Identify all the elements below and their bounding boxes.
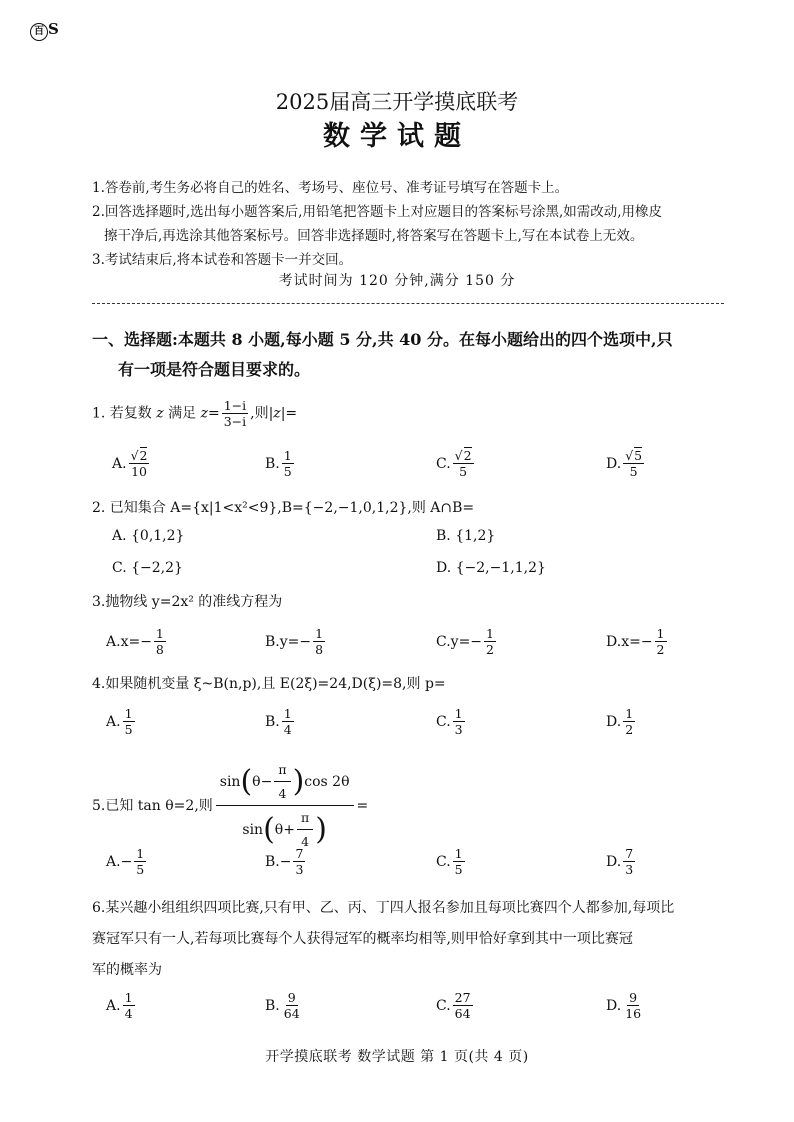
option-label: B. — [265, 633, 280, 650]
q6-option-c — [436, 990, 475, 1021]
option-label: A. — [106, 853, 121, 870]
option-label: D. — [606, 633, 622, 650]
option-label: B. — [265, 997, 280, 1014]
option-num: 1 — [315, 626, 324, 641]
q6-line-1: 6.某兴趣小组组织四项比赛,只有甲、乙、丙、丁四人报名参加且每项比赛四个人都参加,每项比 — [92, 900, 675, 916]
option-radicand: 2 — [463, 448, 472, 463]
option-prefix: x=− — [621, 633, 653, 650]
option-label: C. — [436, 455, 451, 472]
option-label: A. — [106, 997, 121, 1014]
option-fraction — [623, 846, 635, 877]
option-num: 9 — [629, 990, 638, 1005]
option-fraction — [282, 448, 294, 479]
q5-cos: cos 2θ — [304, 773, 350, 790]
option-prefix: y=− — [450, 633, 483, 650]
exam-time: 考试时间为 120 分钟,满分 150 分 — [278, 273, 516, 289]
option-label: C. — [436, 853, 451, 870]
q3-option-a — [106, 626, 168, 657]
q1-option-a — [112, 448, 151, 479]
option-fraction — [123, 990, 135, 1021]
option-num: 1 — [454, 706, 463, 721]
option-label: B. — [265, 455, 280, 472]
option-den: 64 — [454, 1006, 471, 1021]
option-prefix: y=− — [279, 633, 312, 650]
option-label: A. — [106, 633, 121, 650]
option-den: 4 — [283, 722, 292, 737]
option-fraction: $\frac{√2}{10}$ — [130, 448, 148, 479]
q6-line-3: 军的概率为 — [92, 962, 162, 978]
q5-denominator: sin ( θ+ $\frac{\pi}{4}$ ) — [242, 810, 327, 849]
option-fraction — [282, 706, 294, 737]
option-den: 5 — [459, 464, 468, 479]
option-prefix: − — [279, 853, 292, 870]
option-prefix: x=− — [120, 633, 152, 650]
option-den: 5 — [283, 464, 292, 479]
option-fraction — [623, 706, 635, 737]
q1-option-c — [436, 448, 476, 479]
option-label: C. — [436, 713, 451, 730]
option-fraction: $\frac{√2}{5}$ — [454, 448, 472, 479]
question-4: 4.如果随机变量 ξ~B(n,p),且 E(2ξ)=24,D(ξ)=8,则 p= — [92, 676, 446, 692]
q2-option-c: C. {−2,2} — [112, 560, 183, 576]
q5-big-fraction — [216, 762, 354, 849]
option-den: 64 — [283, 1006, 300, 1021]
instruction-1: 1.答卷前,考生务必将自己的姓名、考场号、座位号、准考证号填写在答题卡上。 — [92, 180, 569, 196]
option-label: B. — [265, 853, 280, 870]
q4-option-a — [106, 706, 137, 737]
q6-option-b — [265, 990, 304, 1021]
q1-fraction — [222, 398, 248, 429]
option-fraction — [655, 626, 667, 657]
q1-option-d — [606, 448, 646, 479]
option-den: 5 — [629, 464, 638, 479]
option-num: 1 — [454, 846, 463, 861]
option-label: A. — [106, 713, 121, 730]
q1-var: z — [156, 405, 164, 422]
option-num: 1 — [124, 706, 133, 721]
instruction-2: 2.回答选择题时,选出每小题答案后,用铅笔把答题卡上对应题目的答案标号涂黑,如需改动,用橡皮 — [92, 204, 663, 220]
option-den: 10 — [131, 464, 147, 479]
q2-option-b: B. {1,2} — [436, 528, 496, 544]
option-radicand: 2 — [139, 448, 148, 463]
option-fraction — [293, 846, 305, 877]
option-label: B. — [265, 713, 280, 730]
q1-num: 1−i — [223, 398, 247, 413]
q1-stem-d: |= — [280, 405, 298, 422]
q1-stem-b: 满足 — [163, 405, 201, 422]
q5-pi-over-4 — [274, 762, 290, 801]
q5-pi-over-4-2 — [297, 810, 313, 849]
logo — [30, 20, 59, 41]
question-2: 2. 已知集合 A={x|1<x²<9},B={−2,−1,0,1,2},则 A∩B= — [92, 500, 475, 516]
q3-option-d — [606, 626, 669, 657]
q5-four-2: 4 — [301, 834, 310, 849]
option-den: 5 — [454, 862, 463, 877]
q6-line-2: 赛冠军只有一人,若每项比赛每个人获得冠军的概率均相等,则甲恰好拿到其中一项比赛冠 — [92, 931, 633, 947]
option-fraction — [453, 846, 465, 877]
option-label: C. — [436, 633, 451, 650]
question-5 — [92, 762, 732, 849]
logo-letter: S — [48, 20, 59, 38]
q1-option-b — [265, 448, 296, 479]
option-fraction — [623, 990, 643, 1021]
q1-var-2: z — [200, 405, 208, 422]
option-den: 2 — [486, 642, 494, 657]
option-den: 8 — [315, 642, 324, 657]
option-fraction: $\frac{√5}{5}$ — [625, 448, 643, 479]
option-den: 4 — [124, 1006, 133, 1021]
section-heading-line2: 有一项是符合题目要求的。 — [118, 360, 311, 379]
section-heading-line1: 一、选择题:本题共 8 小题,每小题 5 分,共 40 分。在每小题给出的四个选项中,只 — [92, 330, 673, 349]
option-den: 3 — [454, 722, 463, 737]
option-num: 1 — [625, 706, 634, 721]
q5-stem: 5.已知 tan θ=2,则 — [92, 797, 213, 814]
option-label: A. — [112, 455, 127, 472]
q3-option-c — [436, 626, 498, 657]
q5-pi: π — [274, 762, 290, 782]
question-6 — [92, 893, 732, 986]
q5-sin: sin — [219, 773, 241, 790]
q2-option-a: A. {0,1,2} — [112, 528, 185, 544]
option-num: 1 — [283, 706, 292, 721]
option-label: D. — [606, 713, 622, 730]
q5-theta-plus: θ+ — [274, 821, 295, 838]
option-den: 16 — [625, 1006, 642, 1021]
q1-var-3: z — [273, 405, 281, 422]
q5-theta-minus: θ− — [252, 773, 273, 790]
q6-option-d — [606, 990, 645, 1021]
option-fraction — [282, 990, 302, 1021]
q4-option-d — [606, 706, 637, 737]
option-fraction — [453, 990, 473, 1021]
logo-circle: 百 — [30, 23, 48, 41]
option-num: 1 — [136, 846, 145, 861]
option-num: 1 — [486, 626, 494, 641]
q3-option-b — [265, 626, 327, 657]
option-den: 2 — [625, 722, 634, 737]
exam-title: 2025届高三开学摸底联考 — [275, 90, 519, 114]
question-1: 1. 若复数 z 满足 z= $\frac{1-i}{3-i}$ ,则|z|= — [92, 398, 298, 429]
instruction-2-cont: 擦干净后,再选涂其他答案标号。回答非选择题时,将答案写在答题卡上,写在本试卷上无效。 — [104, 228, 644, 244]
q1-den: 3−i — [223, 414, 247, 429]
divider — [92, 303, 724, 304]
option-fraction — [484, 626, 496, 657]
option-fraction — [123, 706, 135, 737]
q1-stem-a: 1. 若复数 — [92, 405, 157, 422]
q5-sin-2: sin — [242, 821, 264, 838]
q5-option-b — [265, 846, 307, 877]
q1-stem-c: ,则| — [250, 405, 274, 422]
q5-option-d — [606, 846, 637, 877]
option-radicand: 5 — [634, 448, 643, 463]
option-den: 3 — [625, 862, 634, 877]
q5-option-a — [106, 846, 148, 877]
option-fraction — [453, 706, 465, 737]
subject-title: 数学试题 — [323, 121, 471, 152]
option-prefix: − — [120, 853, 133, 870]
option-num: 1 — [124, 990, 133, 1005]
option-fraction — [154, 626, 166, 657]
option-den: 5 — [136, 862, 145, 877]
option-label: C. — [436, 997, 451, 1014]
q4-option-c — [436, 706, 467, 737]
section-heading — [92, 325, 732, 385]
q5-numerator: sin ( θ− $\frac{\pi}{4}$ ) cos 2θ — [216, 762, 354, 806]
q5-pi-2: π — [297, 810, 313, 830]
instructions — [92, 176, 724, 272]
option-num: 7 — [625, 846, 634, 861]
option-num: 27 — [454, 990, 471, 1005]
question-3: 3.抛物线 y=2x² 的准线方程为 — [92, 594, 283, 610]
option-num: 7 — [295, 846, 304, 861]
option-den: 8 — [155, 642, 164, 657]
instruction-3: 3.考试结束后,将本试卷和答题卡一并交回。 — [92, 252, 353, 268]
option-label: D. — [606, 455, 622, 472]
option-label: D. — [606, 853, 622, 870]
option-num: 9 — [287, 990, 296, 1005]
option-den: 3 — [295, 862, 304, 877]
option-fraction — [134, 846, 146, 877]
page-footer: 开学摸底联考 数学试题 第 1 页(共 4 页) — [265, 1049, 529, 1065]
q5-four: 4 — [278, 786, 287, 801]
option-num: 1 — [155, 626, 164, 641]
option-label: D. — [606, 997, 622, 1014]
q6-option-a — [106, 990, 137, 1021]
option-den: 2 — [656, 642, 665, 657]
option-fraction — [313, 626, 325, 657]
option-num: 1 — [283, 448, 292, 463]
option-num: 1 — [656, 626, 665, 641]
q4-option-b — [265, 706, 296, 737]
q2-option-d: D. {−2,−1,1,2} — [436, 560, 546, 576]
option-den: 5 — [124, 722, 133, 737]
q5-option-c — [436, 846, 467, 877]
q5-equals: = — [356, 797, 369, 814]
